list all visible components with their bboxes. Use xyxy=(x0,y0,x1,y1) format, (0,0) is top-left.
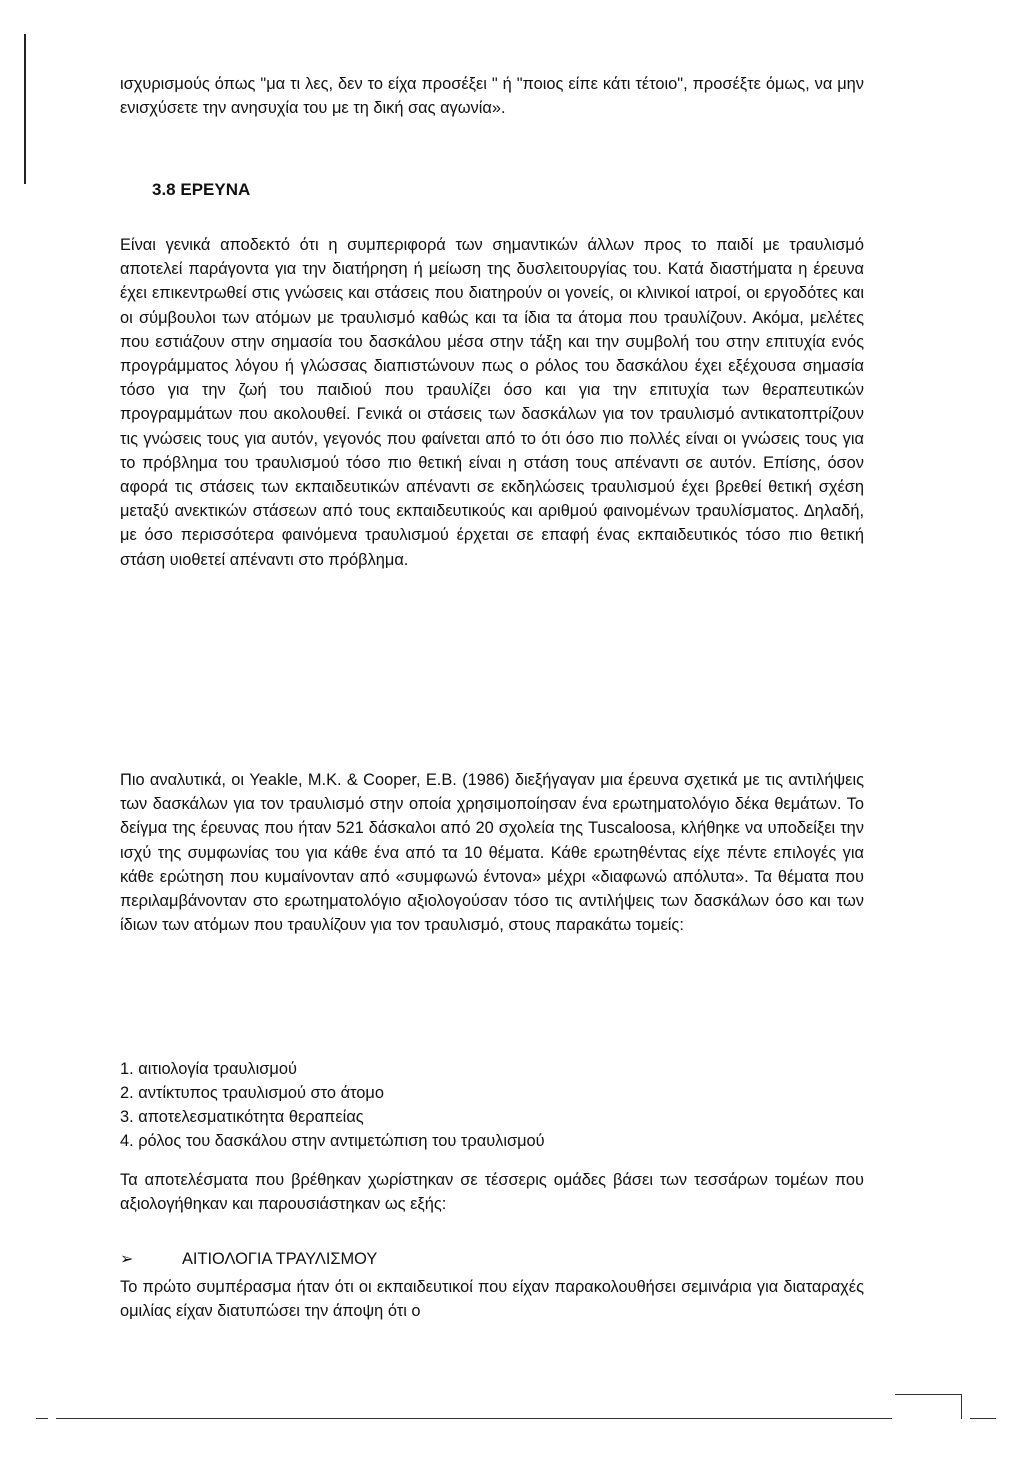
footer-line-tail xyxy=(970,1418,996,1419)
summary-wrap xyxy=(120,1168,864,1216)
footer-line-segment xyxy=(36,1418,48,1419)
body-paragraph-2: Πιο αναλυτικά, οι Yeakle, M.K. & Cooper, E.B. (1986) διεξήγαγαν μια έρευνα σχετικά με τις αντιλήψεις των δασκάλων για τον τραυλισμό στην οποία χρησιμοποίησαν ένα ερωτηματολόγιο δέκα θεμάτων. Το δείγμα της έρευνας που ήταν 521 δάσκαλοι από 20 σχολεία της Tuscaloosa, κλήθηκε να υποδείξει την ισχύ της συμφωνίας του για κάθε ένα από τα 10 θέματα. Κάθε ερωτηθέντας είχε πέντε επιλογές για κάθε ερώτηση που κυμαίνονταν από «συμφωνώ έντονα» μέχρι «διαφωνώ απόλυτα». Τα θέματα που περιλαμβάνονταν στο ερωτηματολόγιο αξιολογούσαν τόσο τις αντιλήψεις των δασκάλων όσο και των ίδιων των ατόμων που τραυλίζουν για τον τραυλισμό, στους παρακάτω τομείς: xyxy=(120,771,864,935)
section-body xyxy=(120,233,864,572)
topics-list xyxy=(120,1057,864,1153)
body-paragraph-2-wrap xyxy=(120,768,864,937)
list-item: 4. ρόλος του δασκάλου στην αντιμετώπιση του τραυλισμού xyxy=(120,1132,545,1150)
body-paragraph-1: Είναι γενικά αποδεκτό ότι η συμπεριφορά των σημαντικών άλλων προς το παιδί με τραυλισμό αποτελεί παράγοντα για την διατήρηση ή μείωση της δυσλειτουργίας του. Κατά διαστήματα η έρευνα έχει επικεντρωθεί στις γνώσεις και στάσεις που διατηρούν οι γονείς, οι κλινικοί ιατροί, οι εργοδότες και οι σύμβουλοι των ατόμων με τραυλισμό καθώς και τα ίδια τα άτομα που τραυλίζουν. Ακόμα, μελέτες που εστιάζουν στην σημασία του δασκάλου μέσα στην τάξη και την συμβολή του στην επιτυχία ενός προγράμματος λόγου ή γλώσσας διαπιστώνουν πως ο ρόλος του δασκάλου έχει εξέχουσα σημασία τόσο για την ζωή του παιδιού που τραυλίζει όσο και για την επιτυχία των θεραπευτικών προγραμμάτων που ακολουθεί. Γενικά οι στάσεις των δασκάλων για τον τραυλισμό αντικατοπτρίζουν τις γνώσεις τους για αυτόν, γεγονός που φαίνεται από το ότι όσο πιο πολλές είναι οι γνώσεις τους για το πρόβλημα του τραυλισμού τόσο πιο θετική είναι η στάση τους απέναντι σε αυτόν. Επίσης, όσον αφορά τις στάσεις των εκπαιδευτικών απέναντι σε εκδηλώσεις τραυλισμού έχει βρεθεί θετική σχέση μεταξύ ανεκτικών στάσεων από τους εκπαιδευτικούς και αριθμού φαινομένων τραυλίσματος. Δηλαδή, με όσο περισσότερα φαινόμενα τραυλισμού έρχεται σε επαφή ένας εκπαιδευτικός τόσο πιο θετική στάση υιοθετεί απέναντι στο πρόβλημα. xyxy=(120,236,864,569)
summary-paragraph: Τα αποτελέσματα που βρέθηκαν χωρίστηκαν σε τέσσερις ομάδες βάσει των τεσσάρων τομέων που αξιολογήθηκαν και παρουσιάστηκαν ως εξής: xyxy=(120,1171,864,1214)
list-item: 3. αποτελεσματικότητα θεραπείας xyxy=(120,1108,364,1126)
subheading-text: ΑΙΤΙΟΛΟΓΙΑ ΤΡΑΥΛΙΣΜΟΥ xyxy=(182,1249,378,1268)
intro-text xyxy=(120,72,864,120)
section-heading: 3.8 ΕΡΕΥΝΑ xyxy=(152,180,251,199)
list-item: 2. αντίκτυπος τραυλισμού στο άτομο xyxy=(120,1084,384,1102)
list-item: 1. αιτιολογία τραυλισμού xyxy=(120,1060,297,1078)
body-paragraph-3-wrap xyxy=(120,1275,864,1323)
subheading xyxy=(120,1249,864,1269)
body-paragraph-3: Το πρώτο συμπέρασμα ήταν ότι οι εκπαιδευτικοί που είχαν παρακολουθήσει σεμινάρια για διαταραχές ομιλίας είχαν διατυπώσει την άποψη ότι ο xyxy=(120,1278,864,1321)
scan-margin-line xyxy=(24,34,26,184)
footer-line xyxy=(56,1418,892,1419)
arrow-bullet-icon: ➢ xyxy=(120,1251,134,1268)
footer-bracket xyxy=(895,1394,962,1419)
intro-paragraph: ισχυρισμούς όπως "μα τι λες, δεν το είχα προσέξει " ή "ποιος είπε κάτι τέτοιο", προσέξτε όμως, να μην ενισχύσετε την ανησυχία του με τη δική σας αγωνία». xyxy=(120,75,864,118)
